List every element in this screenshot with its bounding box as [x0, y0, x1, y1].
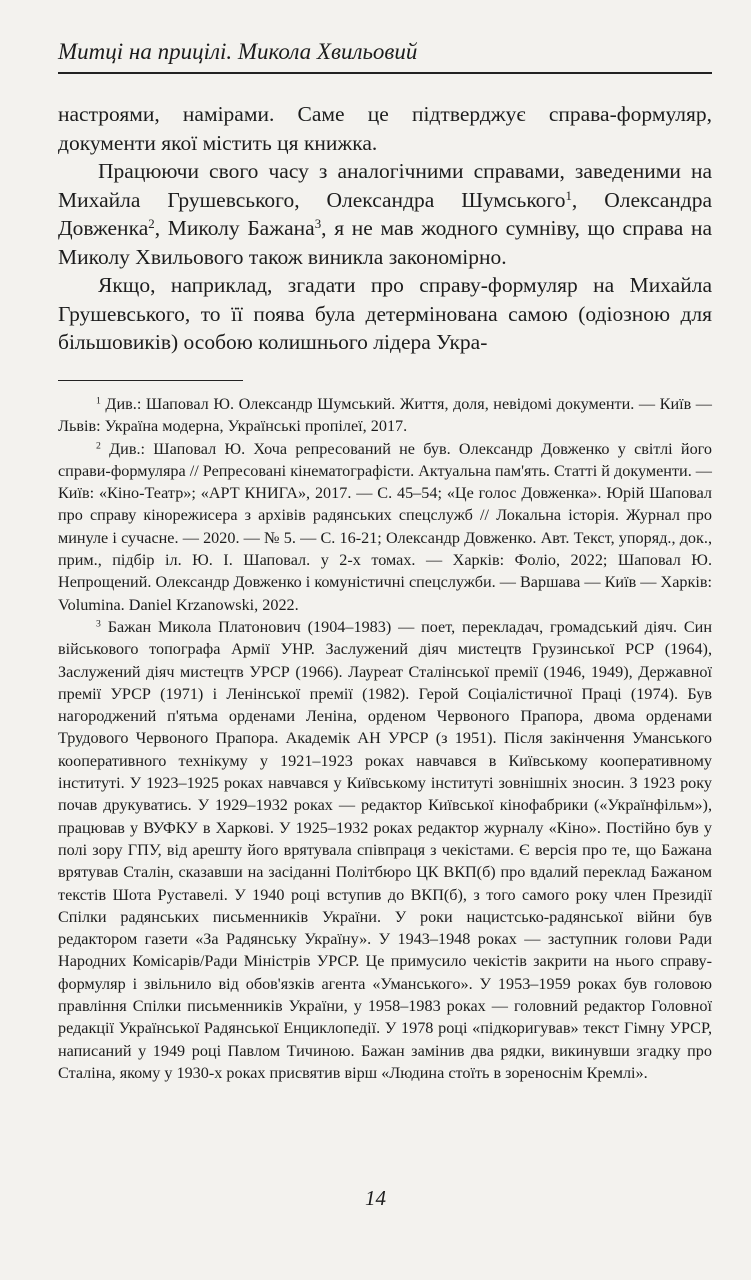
footnote-ref-2: 2 [148, 216, 155, 231]
running-header [58, 38, 712, 74]
paragraph-3: Якщо, наприклад, згадати про справу-формуляр на Михайла Грушевського, то її поява була детермінована самою (одіозною для більшовиків) особою колишнього лідера Укра- [58, 273, 712, 354]
paragraph-2-text-b: , Олександра Довженка [58, 187, 713, 240]
footnote-separator [58, 380, 243, 381]
footnotes [58, 393, 712, 1084]
footnote-2 [58, 438, 712, 616]
paragraph-2-text-a: Працюючи свого часу з аналогічними справами, заведеними на Михайла Грушевського, Олександра Шумського [58, 159, 712, 212]
footnote-text: Бажан Микола Платонович (1904–1983) — поет, перекладач, громадський діяч. Син військового топографа Армії УНР. Заслужений діяч мистецтв Грузинської РСР (1964), Заслужений діяч мистецтв УРСР (1966). Лауреат Сталінської премії (1946, 1949), Державної премії УРСР (1971) і Ленінської премії (1982). Герой Соціалістичної Праці (1974). Був нагороджений п'ятьма орденами Леніна, орденом Червоного Прапора, двома орденами Трудового Червоного Прапора. Академік АН УРСР (з 1951). Після закінчення Уманського кооперативного технікуму у 1921–1923 роках навчався в Київському кооперативному інституті. У 1923–1925 роках навчався у Київському інституті зовнішніх зносин. З 1923 року почав друкуватись. У 1929–1932 роках — редактор Київської кінофабрики («Українфільм»), працював у ВУФКУ в Харкові. У 1925–1932 роках редактор журналу «Кіно». Постійно був у полі зору ГПУ, від арешту його врятувала співпраця з чекістами. Є версія про те, що Бажана врятував Сталін, сказавши на засіданні Політбюро ЦК ВКП(б) про вдалий переклад Бажаном текстів Шота Руставелі. У 1940 році вступив до ВКП(б), з того самого року член Президії Спілки радянських письменників України. У роки нацистсько-радянської війни був редактором газети «За Радянську Україну». У 1943–1948 роках — заступник голови Ради Народних Комісарів/Ради Міністрів УРСР. Це примусило чекістів закрити на нього справу-формуляр і звільнило від обов'язків агента «Уманського». У 1953–1959 роках був головою правління Спілки письменників України, у 1958–1983 роках — головний редактор Головної редакції Української Радянської Енциклопедії. У 1978 році «підкоригував» текст Гімну УРСР, написаний у 1949 році Павлом Тичиною. Бажан замінив два рядки, викинувши згадку про Сталіна, якому у 1930-х роках присвятив вірш «Людина стоїть в зореноснім Кремлі». [58, 617, 712, 1082]
footnote-1 [58, 393, 712, 438]
footnote-marker: 2 [96, 440, 101, 452]
footnote-3 [58, 616, 712, 1084]
footnote-text: Див.: Шаповал Ю. Олександр Шумський. Життя, доля, невідомі документи. — Київ — Львів: Україна модерна, Українські пропілеї, 2017. [58, 395, 712, 436]
paragraph-1: настроями, намірами. Саме це підтверджує справа-формуляр, документи якої містить ця книжка. [58, 102, 712, 155]
paragraph-2 [58, 157, 712, 271]
running-title: Митці на прицілі. Микола Хвильовий [58, 39, 418, 64]
footnote-ref-3: 3 [314, 216, 322, 231]
footnote-marker: 1 [96, 395, 101, 407]
footnote-text: Див.: Шаповал Ю. Хоча репресований не був. Олександр Довженко у світлі його справи-формуляра // Репресовані кінематографісти. Актуальна пам'ять. Статті й документи. — Київ: «Кіно-Театр»; «АРТ КНИГА», 2017. — С. 45–54; «Це голос Довженка». Юрій Шаповал про справу кінорежисера з архівів радянських спецслужб // Локальна історія. Журнал про минуле і сучасне. — 2020. — № 5. — С. 16-21; Олександр Довженко. Авт. Текст, упоряд., док., прим., підбір іл. Ю. І. Шаповал. у 2-х томах. — Харків: Фоліо, 2022; Шаповал Ю. Непрощений. Олександр Довженко і комуністичні спецслужби. — Варшава — Київ — Харків: Volumina. Daniel Krzanowski, 2022. [58, 439, 712, 614]
footnote-marker: 3 [96, 618, 101, 630]
paragraph-2-text-c: , Миколу Бажана [154, 216, 315, 240]
main-text [58, 100, 712, 357]
paragraph-2-text-d: , я не мав жодного сумніву, що справа на Миколу Хвильового також виникла закономірно. [58, 216, 713, 269]
page-number: 14 [365, 1186, 386, 1210]
footnote-ref-1: 1 [565, 188, 572, 203]
